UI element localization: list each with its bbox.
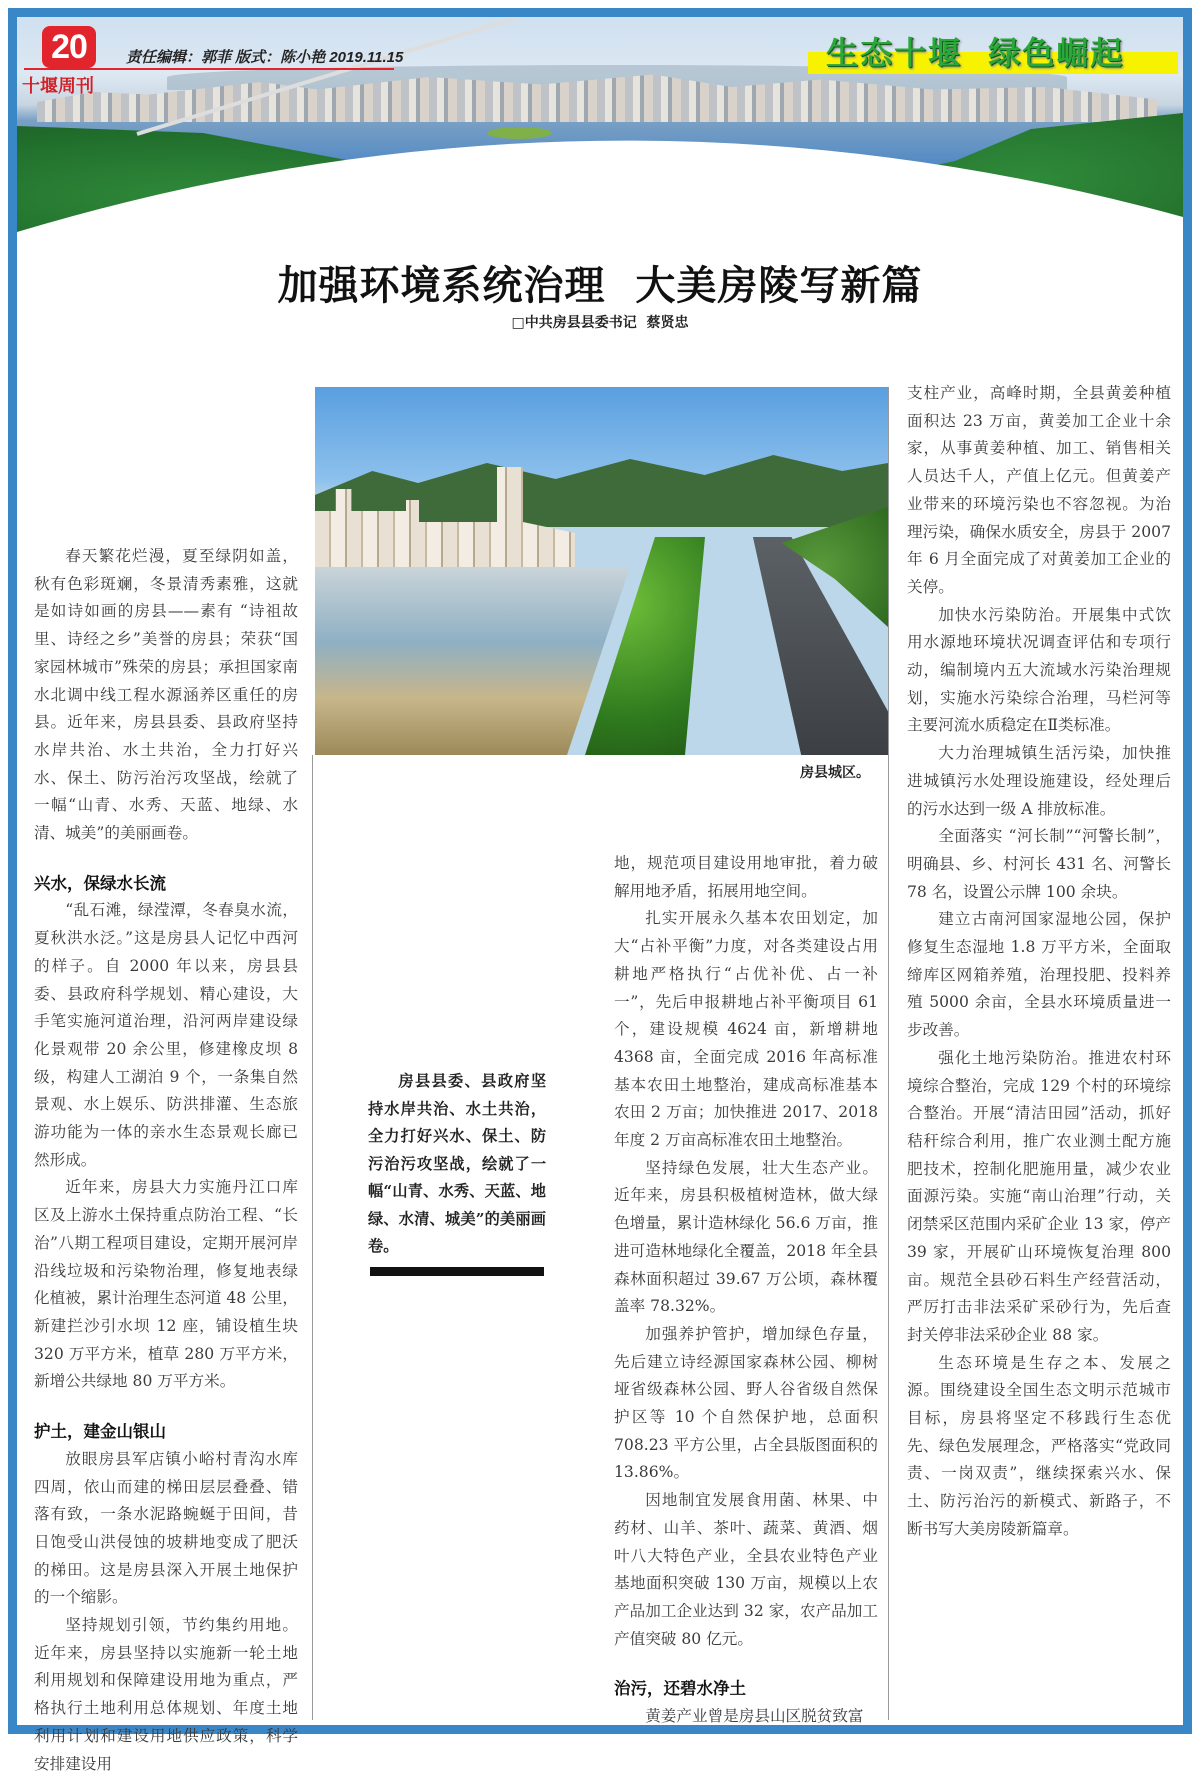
pull-quote xyxy=(368,1068,546,1276)
paragraph: “乱石滩，绿滢潭，冬春臭水流，夏秋洪水泛。”这是房县人记忆中西河的样子。自 2000 年以来，房县县委、县政府科学规划、精心建设，大手笔实施河道治理，沿河两岸建设绿化景观带 20 余公里，修建橡皮坝 8 级，构建人工湖泊 9 个，一条集自然景观、水上娱乐、防洪排灌、生态旅游功能为一体的亲水生态景观长廊已然形成。 xyxy=(34,901,298,1169)
paragraph: 建立古南河国家湿地公园，保护修复生态湿地 1.8 万平方米，全面取缔库区网箱养殖，治理投肥、投料养殖 5000 余亩，全县水环境质量进一步改善。 xyxy=(907,910,1171,1040)
column-divider xyxy=(888,387,889,1720)
paragraph: 加强养护管护，增加绿色存量，先后建立诗经源国家森林公园、柳树垭省级森林公园、野人谷省级自然保护区等 10 个自然保护地，总面积 708.23 平方公里，占全县版图面积的 13.86%。 xyxy=(614,1324,878,1482)
paragraph: 生态环境是生存之本、发展之源。围绕建设全国生态文明示范城市目标，房县将坚定不移践行生态优先、绿色发展理念，严格落实“党政同责、一岗双责”，继续探索兴水、保土、防污治污的新模式、新路子，不断书写大美房陵新篇章。 xyxy=(907,1353,1171,1538)
article-column-3 xyxy=(907,380,1171,1544)
article-column-1 xyxy=(34,543,298,1778)
paragraph: 坚持绿色发展，壮大生态产业。近年来，房县积极植树造林，做大绿色增量，累计造林绿化 56.6 万亩，推进可造林地绿化全覆盖，2018 年全县森林面积超过 39.67 万公顷，森林覆盖率 78.32%。 xyxy=(614,1158,878,1316)
article-byline: □中共房县县委书记 蔡贤忠 xyxy=(511,315,689,331)
editor-line: 责任编辑：郭菲 版式：陈小艳 2019.11.15 xyxy=(126,49,404,66)
header-rule xyxy=(24,68,394,70)
page-number: 20 xyxy=(42,26,96,68)
article-title: 加强环境系统治理 大美房陵写新篇 xyxy=(277,262,923,309)
paragraph: 全面落实 “河长制”“河警长制”，明确县、乡、村河长 431 名、河警长 78 名，设置公示牌 100 余块。 xyxy=(907,827,1171,901)
article-column-2 xyxy=(614,850,878,1731)
section-heading: 护土，建金山银山 xyxy=(34,1422,166,1442)
pull-quote-text: 房县县委、县政府坚持水岸共治、水土共治，全力打好兴水、保土、防污治污攻坚战，绘就了一幅“山青、水秀、天蓝、地绿、水清、城美”的美丽画卷。 xyxy=(368,1072,546,1255)
paragraph: 大力治理城镇生活污染，加快推进城镇污水处理设施建设，经处理后的污水达到一级 A 排放标准。 xyxy=(907,744,1171,818)
pull-quote-bar xyxy=(370,1267,544,1276)
paragraph: 地，规范项目建设用地审批，着力破解用地矛盾，拓展用地空间。 xyxy=(614,854,878,900)
city-photo xyxy=(315,387,888,755)
paragraph: 扎实开展永久基本农田划定，加大“占补平衡”力度，对各类建设占用耕地严格执行“占优补优、占一补一”，先后申报耕地占补平衡项目 61 个，建设规模 4624 亩，新增耕地 4368 亩，全面完成 2016 年高标准基本农田土地整治，建成高标准基本农田 2 万亩；加快推进 2017、2018 年度 2 万亩高标准农田土地整治。 xyxy=(614,909,878,1150)
publication-name: 十堰周刊 xyxy=(22,76,94,97)
paragraph: 近年来，房县大力实施丹江口库区及上游水土保持重点防治工程、“长治”八期工程项目建设，定期开展河岸沿线垃圾和污染物治理，修复地表绿化植被，累计治理生态河道 48 公里，新建拦沙引水坝 12 座，铺设植生块 320 万平方米，植草 280 万平方米，新增公共绿地 80 万平方米。 xyxy=(34,1178,298,1391)
section-slogan: 生态十堰 绿色崛起 xyxy=(826,34,1125,72)
section-heading: 治污，还碧水净土 xyxy=(614,1679,746,1699)
column-divider xyxy=(312,755,313,1720)
paragraph: 放眼房县军店镇小峪村青沟水库四周，依山而建的梯田层层叠叠、错落有致，一条水泥路蜿蜒于田间，昔日饱受山洪侵蚀的坡耕地变成了肥沃的梯田。这是房县深入开展土地保护的一个缩影。 xyxy=(34,1449,298,1607)
paragraph: 春天繁花烂漫，夏至绿阴如盖，秋有色彩斑斓，冬景清秀素雅，这就是如诗如画的房县——素有 “诗祖故里、诗经之乡”美誉的房县；荣获“国家园林城市”殊荣的房县；承担国家南水北调中线工程水源涵养区重任的房县。近年来，房县县委、县政府坚持水岸共治、水土共治，全力打好兴水、保土、防污治污攻坚战，绘就了一幅“山青、水秀、天蓝、地绿、水清、城美”的美丽画卷。 xyxy=(34,547,298,843)
paragraph: 支柱产业，高峰时期，全县黄姜种植面积达 23 万亩，黄姜加工企业十余家，从事黄姜种植、加工、销售相关人员达千人，产值上亿元。但黄姜产业带来的环境污染也不容忽视。为治理污染，确保水质安全，房县于 2007 年 6 月全面完成了对黄姜加工企业的关停。 xyxy=(907,384,1171,596)
paragraph: 加快水污染防治。开展集中式饮用水源地环境状况调查评估和专项行动，编制境内五大流域水污染治理规划，实施水污染综合治理，马栏河等主要河流水质稳定在Ⅱ类标准。 xyxy=(907,605,1171,735)
photo-caption: 房县城区。 xyxy=(800,765,870,781)
paragraph: 黄姜产业曾是房县山区脱贫致富 xyxy=(645,1707,864,1726)
paragraph: 强化土地污染防治。推进农村环境综合整治，完成 129 个村的环境综合整治。开展“清洁田园”活动，抓好秸秆综合利用，推广农业测土配方施肥技术，控制化肥施用量，减少农业面源污染。实施“南山治理”行动，关闭禁采区范围内采矿企业 13 家，停产 39 家，开展矿山环境恢复治理 800 亩。规范全县砂石料生产经营活动，严厉打击非法采矿采砂行为，先后查封关停非法采砂企业 88 家。 xyxy=(907,1048,1171,1344)
section-heading: 兴水，保绿水长流 xyxy=(34,873,166,893)
paragraph: 坚持规划引领，节约集约用地。近年来，房县坚持以实施新一轮土地利用规划和保障建设用地为重点，严格执行土地利用总体规划、年度土地利用计划和建设用地供应政策，科学安排建设用 xyxy=(34,1616,298,1773)
paragraph: 因地制宜发展食用菌、林果、中药材、山羊、茶叶、蔬菜、黄酒、烟叶八大特色产业，全县农业特色产业基地面积突破 130 万亩，规模以上农产品加工企业达到 32 家，农产品加工产值突破 80 亿元。 xyxy=(614,1491,878,1648)
